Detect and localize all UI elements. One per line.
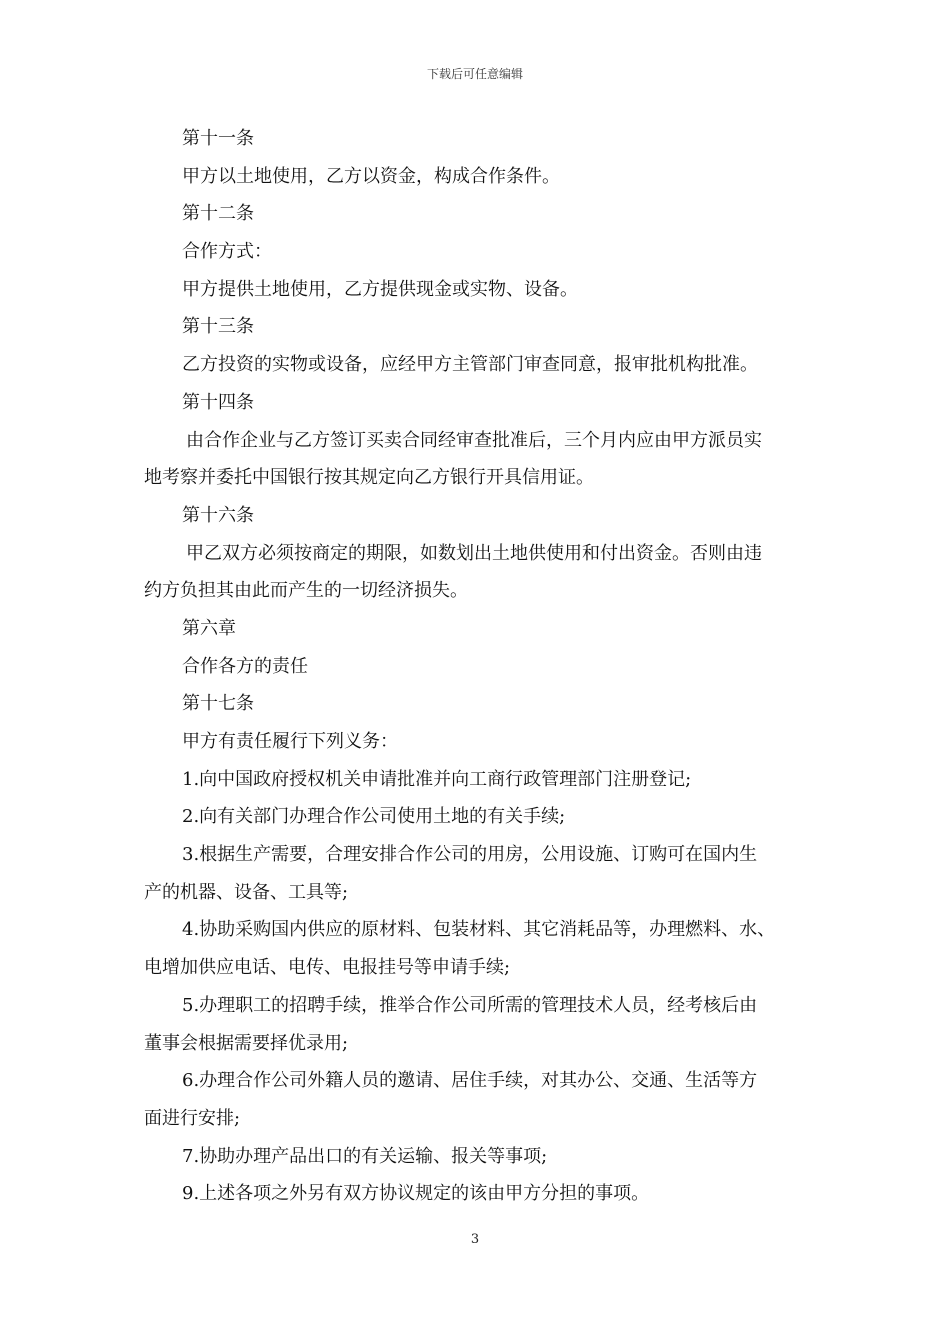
document-body — [144, 120, 814, 1213]
list-item-continuation: 董事会根据需要择优录用; — [144, 1032, 349, 1054]
article-heading: 第十一条 — [182, 128, 254, 149]
list-item: 1.向中国政府授权机关申请批准并向工商行政管理部门注册登记; — [182, 768, 692, 790]
list-item: 6.办理合作公司外籍人员的邀请、居住手续，对其办公、交通、生活等方 — [182, 1070, 758, 1092]
paragraph-line: 地考察并委托中国银行按其规定向乙方银行开具信用证。 — [144, 467, 594, 489]
chapter-title: 合作各方的责任 — [182, 655, 308, 677]
list-item: 2.向有关部门办理合作公司使用土地的有关手续; — [182, 806, 566, 828]
paragraph-line: 甲方提供土地使用，乙方提供现金或实物、设备。 — [182, 278, 578, 300]
article-heading: 第十三条 — [182, 316, 254, 338]
paragraph-line: 甲方有责任履行下列义务： — [182, 731, 398, 752]
list-item: 5.办理职工的招聘手续，推举合作公司所需的管理技术人员，经考核后由 — [182, 994, 758, 1016]
list-item: 9.上述各项之外另有双方协议规定的该由甲方分担的事项。 — [182, 1183, 650, 1205]
paragraph-line: 甲乙双方必须按商定的期限，如数划出土地供使用和付出资金。否则由违 — [186, 542, 762, 564]
article-heading: 第十七条 — [182, 693, 254, 715]
paragraph-line: 甲方以土地使用，乙方以资金，构成合作条件。 — [182, 165, 560, 187]
article-heading: 第十二条 — [182, 203, 254, 225]
paragraph-line: 合作方式： — [182, 241, 272, 263]
article-heading: 第十六条 — [182, 504, 254, 526]
list-item-continuation: 面进行安排; — [144, 1107, 241, 1129]
chapter-heading: 第六章 — [182, 617, 236, 639]
list-item-continuation: 电增加供应电话、电传、电报挂号等申请手续; — [144, 957, 511, 979]
page-header: 下载后可任意编辑 — [426, 67, 523, 81]
list-item-continuation: 产的机器、设备、工具等; — [144, 881, 349, 903]
paragraph-line: 约方负担其由此而产生的一切经济损失。 — [144, 580, 468, 602]
list-item: 3.根据生产需要，合理安排合作公司的用房，公用设施、订购可在国内生 — [182, 844, 758, 866]
list-item: 7.协助办理产品出口的有关运输、报关等事项; — [182, 1145, 548, 1167]
article-heading: 第十四条 — [182, 391, 254, 413]
list-item: 4.协助采购国内供应的原材料、包装材料、其它消耗品等，办理燃料、水、 — [182, 919, 776, 941]
paragraph-line: 由合作企业与乙方签订买卖合同经审查批准后，三个月内应由甲方派员实 — [186, 429, 762, 451]
paragraph-line: 乙方投资的实物或设备，应经甲方主管部门审查同意，报审批机构批准。 — [182, 354, 758, 376]
page-number: 3 — [470, 1232, 480, 1247]
